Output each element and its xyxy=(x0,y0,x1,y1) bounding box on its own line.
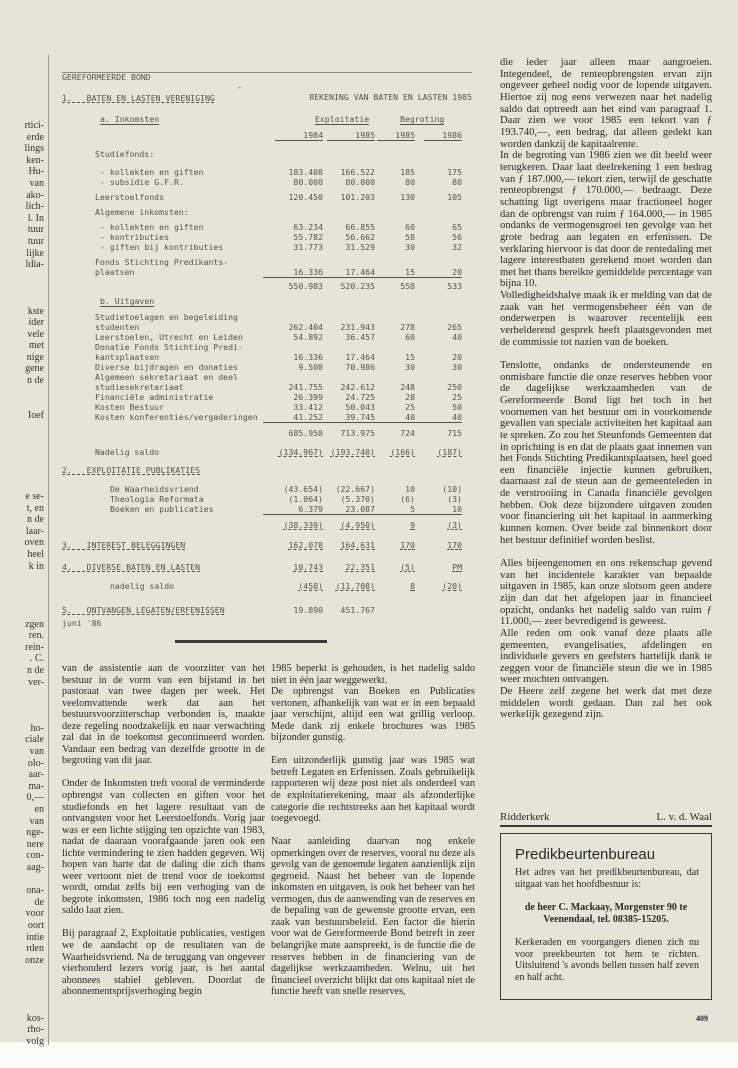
margin-fragment: rein- xyxy=(25,641,44,653)
margin-fragment: zgen xyxy=(25,618,44,630)
margin-fragment: rho- xyxy=(27,1024,44,1036)
row-value: (1.064) xyxy=(288,494,323,504)
row-value: 24.725 xyxy=(345,392,375,402)
row-value: 60 xyxy=(405,332,415,342)
row-value: 26.399 xyxy=(293,392,323,402)
table-row xyxy=(0,520,480,531)
row-value: PM xyxy=(452,562,462,572)
row-value: 40 xyxy=(402,412,462,423)
row-label: - subsidie G.F.R. xyxy=(100,177,184,187)
row-value: 162.078 xyxy=(288,540,323,550)
row-label: Leerstoelen, Utrecht en Leiden xyxy=(95,332,243,342)
row-value: 80.000 xyxy=(345,177,375,187)
year-header: 1984 xyxy=(275,130,323,141)
row-value: 80 xyxy=(452,177,462,187)
header-dash: - xyxy=(237,82,242,92)
row-value: (3) xyxy=(447,494,462,504)
row-value: 30 xyxy=(405,362,415,372)
margin-fragment: ho- xyxy=(30,722,44,734)
row-value: 30 xyxy=(405,242,415,252)
row-label: nadelig saldo xyxy=(110,581,175,591)
table-row xyxy=(0,207,480,218)
row-value: 231.943 xyxy=(340,322,375,332)
table-row xyxy=(0,465,480,476)
paragraph: In de begroting van 1986 zien we dit beeld weer terugkeren. Daar laat deelrekening 1 een bedrag van ƒ 187.000,— tekort zien, terwijl de geschatte renteopbrengst ƒ 170.000,— bedraagt. Deze schatting ligt overigens maar fractioneel hoger dan de opbrengst van ruim ƒ 164.000,— in 1985 ondanks de vermogensgroei ten gevolge van het grote bedrag aan legaten en erfenissen. De verklaring hiervoor is dat door de rentedaling met lagere interestbaten gerekend moet worden dan met het thans bereikte gemiddelde percentage van bijna 10. xyxy=(500,150,712,290)
row-value: 60 xyxy=(405,222,415,232)
margin-fragment: met xyxy=(29,340,44,352)
paragraph: Alle reden om ook vanaf deze plaats alle gemeenten, evangelisaties, afdelingen en individuele gevers en geefsters hartelijk dank te zeggen voor de financiële steun die we in 1985 weer mochten ontvangen. xyxy=(500,627,712,686)
year-header: 1985 xyxy=(377,130,415,141)
year-headers xyxy=(0,130,480,142)
row-value: 164.631 xyxy=(340,540,375,550)
margin-fragment: n de xyxy=(27,514,44,526)
margin-fragment xyxy=(0,966,44,978)
row-value: 50 xyxy=(452,402,462,412)
margin-fragment: aar- xyxy=(28,769,44,781)
row-value: (166) xyxy=(390,447,415,457)
row-value: 32 xyxy=(452,242,462,252)
row-value: 10 xyxy=(402,504,462,515)
notice-title: Predikbeurtenbureau xyxy=(515,846,656,863)
row-value: 685.950 xyxy=(288,428,323,438)
table-row xyxy=(0,177,480,188)
margin-fragment: Hu- xyxy=(28,166,44,178)
margin-fragment: kos- xyxy=(26,1012,44,1024)
begroting-heading: Begroting xyxy=(400,114,445,124)
margin-fragment: nere xyxy=(26,838,44,850)
row-label: Kosten konferenties/vergaderingen xyxy=(95,412,258,422)
margin-fragment: lings xyxy=(24,143,44,155)
table-row xyxy=(0,242,480,253)
table-row xyxy=(0,540,480,551)
margin-fragment xyxy=(0,990,44,1002)
row-value: 30 xyxy=(452,362,462,372)
row-label: Studietoelagen en begeleiding xyxy=(95,312,238,322)
margin-fragment: nige xyxy=(26,351,44,363)
row-value: 31.529 xyxy=(345,242,375,252)
margin-fragment: gene xyxy=(25,363,44,375)
row-value: 66.855 xyxy=(345,222,375,232)
row-value: 23.087 xyxy=(315,504,375,515)
margin-fragment: olo- xyxy=(27,757,44,769)
margin-fragment: ma- xyxy=(28,780,44,792)
exploitatie-heading: Exploitatie xyxy=(315,114,370,124)
margin-fragment: lijke xyxy=(26,247,44,259)
margin-fragment: con- xyxy=(26,850,44,862)
margin-fragment xyxy=(0,874,44,886)
table-row xyxy=(0,409,480,423)
paragraph: 1985 beperkt is gehouden, is het nadelig saldo niet in één jaar weggewerkt. xyxy=(271,663,475,686)
margin-fragment: tuur xyxy=(27,235,44,247)
row-value: 58 xyxy=(405,232,415,242)
margin-fragment: heel xyxy=(27,548,44,560)
row-value: 170 xyxy=(447,540,462,550)
row-label: Boeken en publicaties xyxy=(110,504,214,514)
row-value: 25 xyxy=(452,392,462,402)
row-value: 278 xyxy=(400,322,415,332)
margin-fragment: oven xyxy=(24,537,44,549)
margin-fragment: aag- xyxy=(26,862,44,873)
margin-fragment: oort xyxy=(27,919,44,931)
row-value: (6) xyxy=(400,494,415,504)
margin-fragment: 0,— xyxy=(26,792,44,804)
year-header: 1986 xyxy=(424,130,462,141)
margin-fragment xyxy=(0,294,44,306)
paragraph: die ieder jaar alleen maar aangroeien. Integendeel, de renteopbrengsten ervan zijn ongeveer geheel nodig voor de lopende uitgaven. Hiertoe zij nog eens verwezen naar het nadelig saldo dat optreedt aan het eind van paragraaf 1. Daar zien we voor 1985 een tekort van ƒ 193.740,—, een bedrag, dat alleen gedekt kan worden dankzij de kapitaalrente. xyxy=(500,57,712,150)
article-column-3 xyxy=(500,57,712,733)
margin-fragment xyxy=(0,1001,44,1013)
row-value: 185 xyxy=(400,167,415,177)
row-value: 175 xyxy=(447,167,462,177)
margin-fragment: ren. xyxy=(28,630,44,642)
row-value: 183.408 xyxy=(288,167,323,177)
row-value: 130 xyxy=(400,192,415,202)
row-value: 6.379 xyxy=(263,504,323,515)
margin-fragment: ldia- xyxy=(25,259,44,271)
table-row xyxy=(0,189,480,203)
row-value: 28 xyxy=(405,392,415,402)
margin-fragment: t, en xyxy=(26,502,44,514)
row-value: 248 xyxy=(400,382,415,392)
row-value: 101.203 xyxy=(340,192,375,202)
row-value: (134.967) xyxy=(278,447,323,457)
row-value: (3) xyxy=(447,520,462,530)
table-row xyxy=(0,281,480,292)
row-value: 451.767 xyxy=(340,605,375,615)
row-value: 15 xyxy=(405,352,415,362)
row-value: (10) xyxy=(442,484,462,494)
margin-fragment: ver- xyxy=(28,676,44,688)
article-column-2 xyxy=(271,663,475,1009)
table-row xyxy=(0,605,480,616)
row-value: 20 xyxy=(452,352,462,362)
row-label: 4. DIVERSE BATEN EN LASTEN xyxy=(62,562,201,572)
row-value: 17.464 xyxy=(345,352,375,362)
margin-fragment xyxy=(0,711,44,723)
row-label: Diverse bijdragen en donaties xyxy=(95,362,238,372)
inkomsten-heading: a. Inkomsten xyxy=(100,114,160,124)
margin-fragment: en xyxy=(34,804,44,816)
table-row xyxy=(0,267,480,278)
row-value: 17.464 xyxy=(315,267,375,278)
table-row xyxy=(0,562,480,573)
row-label: - kollekten en giften xyxy=(100,167,204,177)
table-date: juni '86 xyxy=(62,618,102,628)
paragraph: Volledigheidshalve maak ik er melding van dat de zaak van het vermogensbeheer één van de onderwerpen is waarover recentelijk een verhelderend gesprek heeft plaatsgevonden met de commissie tot nazien van de boeken. xyxy=(500,290,712,348)
margin-fragment: nge- xyxy=(26,827,44,839)
row-value: 533 xyxy=(447,281,462,291)
margin-fragment: van xyxy=(29,746,44,758)
row-value: 31.773 xyxy=(293,242,323,252)
row-value: 558 xyxy=(400,281,415,291)
margin-fragment: voor xyxy=(25,908,44,920)
margin-fragment: ona- xyxy=(26,885,44,897)
row-label: studenten xyxy=(95,322,140,332)
row-label: 2. EXPLOITATIE PUBLIKATIES xyxy=(62,465,201,475)
margin-fragment: van xyxy=(29,177,44,189)
row-label: kantsplaatsen xyxy=(95,352,160,362)
row-value: 40 xyxy=(355,412,415,423)
margin-fragment: intie xyxy=(26,931,44,943)
margin-fragment: ako- xyxy=(26,189,44,201)
margin-fragment xyxy=(0,978,44,990)
margin-fragment: de xyxy=(34,896,44,908)
margin-fragment xyxy=(0,688,44,700)
margin-fragment: rden xyxy=(26,943,44,955)
notice-intro: Het adres van het predikbeurtenbureau, dat uitgaat van het hoofdbestuur is: xyxy=(515,867,699,890)
row-value: (38.339) xyxy=(283,520,323,530)
margin-fragment: vele xyxy=(27,328,44,340)
row-value: 241.755 xyxy=(288,382,323,392)
row-value: 80.000 xyxy=(293,177,323,187)
row-value: 19.890 xyxy=(293,605,323,615)
paragraph: Tenslotte, ondanks de ondersteunende en onmisbare functie die onze reserves hebben voor de dagelijkse werkzaamheden van de Gereformeerde Bond ligt het toch in het voornemen van het bestuur om in voorkomende gevallen van speciale activiteiten het kapitaal aan te spreken. Zo zou het Steunfonds Gemeenten dat in oprichting is en dat de plaats gaat innemen van het Fonds Stichting Predikantsplaatsen, heel goed een financiële injectie kunnen gebruiken, daarnaast zal de steun aan de gemeenteleden in de verstrooiing in Canada financiële gevolgen hebben. Ook deze bijzondere uitgaven zouden voor financiering uit het kapitaal in aanmerking kunnen komen. Over beide zal binnenkort door het bestuur definitief worden beslist. xyxy=(500,359,712,546)
row-label: - kollekten en giften xyxy=(100,222,204,232)
table-row xyxy=(0,447,480,458)
margin-fragment: laar- xyxy=(25,525,44,537)
table-row xyxy=(0,428,480,439)
row-value: 9 xyxy=(410,520,415,530)
row-value: 33.412 xyxy=(293,402,323,412)
row-value: 715 xyxy=(447,428,462,438)
row-label: Leerstoelfonds xyxy=(95,192,165,202)
row-label: De Waarheidsvriend xyxy=(110,484,199,494)
row-value: 262.404 xyxy=(288,322,323,332)
margin-fragment: ciale xyxy=(25,734,44,746)
row-value: (458) xyxy=(298,581,323,591)
row-label: - giften bij kontributies xyxy=(100,242,224,252)
row-value: 713.975 xyxy=(340,428,375,438)
row-label: studiesekretariaat xyxy=(95,382,184,392)
row-value: 25 xyxy=(405,402,415,412)
uitgaven-heading: b. Uitgaven xyxy=(100,296,155,306)
signature-author: L. v. d. Waal xyxy=(656,811,712,823)
row-label: Studiefonds: xyxy=(95,149,155,159)
row-value: 10 xyxy=(405,484,415,494)
row-value: 20 xyxy=(402,267,462,278)
margin-fragment: . C. xyxy=(29,653,44,665)
scan-background-edge xyxy=(0,1042,738,1068)
row-value: (187) xyxy=(437,447,462,457)
row-value: 15 xyxy=(355,267,415,278)
row-label: Nadelig saldo xyxy=(95,447,160,457)
margin-fragment: ken- xyxy=(26,154,44,166)
margin-fragment: tuur xyxy=(27,224,44,236)
header-organization: GEREFORMEERDE BOND xyxy=(62,72,151,82)
row-value: (11.708) xyxy=(335,581,375,591)
row-value: 36.457 xyxy=(345,332,375,342)
row-value: 10.743 xyxy=(293,562,323,572)
notice-address: de heer C. Mackaay, Morgenster 90 te Veenendaal, tel. 08385-15205. xyxy=(524,902,688,925)
table-row xyxy=(0,149,480,160)
row-label: Theologia Reformata xyxy=(110,494,204,504)
row-value: 70.986 xyxy=(345,362,375,372)
paragraph: De Heere zelf zegene het werk dat met deze middelen wordt gedaan. Dan zal het ook werkelijk gezegend zijn. xyxy=(500,686,712,721)
article-column-1 xyxy=(62,663,265,1009)
row-label: Kosten Bestuur xyxy=(95,402,165,412)
row-label: Fonds Stichting Predikants- xyxy=(95,257,229,267)
row-value: 9.500 xyxy=(298,362,323,372)
paragraph: De opbrengst van Boeken en Publicaties vertonen, afhankelijk van wat er in een bepaald jaar verschijnt, altijd een wat grillig verloop. Mede dank zij enkele brochures was 1985 bijzonder gunstig. xyxy=(271,686,475,744)
row-value: 120.450 xyxy=(288,192,323,202)
row-value: (5.370) xyxy=(340,494,375,504)
row-value: 520.235 xyxy=(340,281,375,291)
row-value: 16.336 xyxy=(293,352,323,362)
row-value: 56 xyxy=(452,232,462,242)
signature-line xyxy=(500,811,712,827)
paragraph: Alles bijeengenomen en ons rekenschap gevend van het incidentele karakter van bepaalde uitgaven in 1985, kan onze slotsom geen andere zijn dan dat het afgelopen jaar in financieel opzicht, ondanks het nadelig saldo van ruim ƒ 11.000,— zeer bevredigend is geweest. xyxy=(500,557,712,628)
margin-fragment: erde xyxy=(26,131,44,143)
row-value: (20) xyxy=(442,581,462,591)
row-value: 63.234 xyxy=(293,222,323,232)
row-value: 50.043 xyxy=(345,402,375,412)
row-value: 250 xyxy=(447,382,462,392)
margin-fragment: n de xyxy=(27,664,44,676)
margin-fragment: onze xyxy=(25,954,44,966)
row-value: (22.667) xyxy=(335,484,375,494)
table-row xyxy=(0,581,480,592)
row-value: 40 xyxy=(452,332,462,342)
row-value: (4.950) xyxy=(340,520,375,530)
row-value: (43.654) xyxy=(283,484,323,494)
margin-fragment: n de xyxy=(27,375,44,387)
row-label: Algemeen sekretariaat en deel xyxy=(95,372,238,382)
row-label: - kontributies xyxy=(100,232,170,242)
header-report-title: REKENING VAN BATEN EN LASTEN 1985 xyxy=(309,92,472,102)
row-value: 105 xyxy=(447,192,462,202)
row-value: 65 xyxy=(452,222,462,232)
row-label: 5. ONTVANGEN LEGATEN/ERFENISSEN xyxy=(62,605,225,615)
notice-body: Kerkeraden en voorgangers dienen zich nu voor preekbeurten tot hem te richten. Uitsluitend 's avonds bellen tussen half zeven en half acht. xyxy=(515,937,699,983)
row-value: 724 xyxy=(400,428,415,438)
table-row xyxy=(0,504,480,515)
row-label: Donatie Fonds Stichting Predi- xyxy=(95,342,243,352)
row-value: 54.892 xyxy=(293,332,323,342)
section-rule xyxy=(175,640,327,643)
row-value: 55.782 xyxy=(293,232,323,242)
row-value: 80 xyxy=(405,177,415,187)
margin-fragment: ider xyxy=(28,317,44,329)
row-value: 8 xyxy=(410,581,415,591)
margin-fragment: lich- xyxy=(25,201,44,213)
row-value: (5) xyxy=(400,562,415,572)
row-value: 242.612 xyxy=(340,382,375,392)
margin-fragment: van xyxy=(29,815,44,827)
row-value: 166.522 xyxy=(340,167,375,177)
row-label: Financiële administratie xyxy=(95,392,214,402)
margin-fragment: kste xyxy=(27,305,44,317)
margin-fragment: k in xyxy=(28,560,44,572)
margin-fragment: volg xyxy=(26,1035,44,1047)
paragraph: Onder de Inkomsten treft vooral de verminderde opbrengst van collecten en giften voor het studiefonds en het lagere resultaat van de ontvangsten voor het Leerstoelfonds. Vorig jaar was er een lichte stijging ten opzichte van 1983, nadat de daaraan voorafgaande jaren ook een lichte vermindering te zien hadden gegeven. Wij hopen van harte dat de daling die zich thans weer vertoont niet de trend voor de toekomst wordt, omdat zelfs bij een verhoging van de begrote inkomsten, 1986 toch nog een nadelig saldo laat zien. xyxy=(62,778,265,917)
section-1-heading: 1. BATEN EN LASTEN VERENIGING xyxy=(62,93,215,103)
paragraph: Naar aanleiding daarvan nog enkele opmerkingen over de reserves, vooral nu deze als gevolg van de genoemde legaten aanzienlijk zijn gegroeid. Naast het beheer van de lopende inkomsten en uitgaven, is ook het beheer van het vermogen, dus de aanwending van de reserves en de bepaling van de gewenste grootte ervan, een zaak van bestuursbeleid. Een factor die hierin voor wat de Gereformeerde Bond betreft in zeer belangrijke mate aanspreekt, is de functie die de reserves hebben in de financiering van de dagelijkse werkzaamheden. Welnu, uit het financieel overzicht blijkt dat ons kapitaal niet de functie heeft van snelle reserves, xyxy=(271,836,475,998)
row-label: plaatsen xyxy=(95,267,135,277)
row-label: Algemene inkomsten: xyxy=(95,207,189,217)
margin-fragment: rtici- xyxy=(24,120,44,131)
row-value: 170 xyxy=(400,540,415,550)
paragraph: Een uitzonderlijk gunstig jaar was 1985 wat betreft Legaten en Erfenissen. Zoals gebruikelijk rapporteren wij deze post niet als onderdeel van de exploitatierekening, maar als afzonderlijke categorie die rechtstreeks aan het kapitaal wordt toegevoegd. xyxy=(271,755,475,825)
margin-fragment xyxy=(0,700,44,712)
margin-fragment: e se- xyxy=(25,491,44,502)
paragraph: Bij paragraaf 2, Exploitatie publicaties, vestigen we de aandacht op de resultaten van de Waarheidsvriend. Na de teruggang van ongeveer vierhonderd lezers vorig jaar, is het aantal abonnees stabiel gebleven. Doordat de abonnementsprijsverhoging begin xyxy=(62,928,265,998)
page-number: 409 xyxy=(696,1014,708,1023)
signature-place: Ridderkerk xyxy=(500,811,550,823)
row-value: 5 xyxy=(355,504,415,515)
row-value: 16.336 xyxy=(263,267,323,278)
paragraph: van de assistentie aan de voorzitter van het bestuur in de vorm van een bijstand in het pastoraat van twee dagen per week. Het veelomvattende werk dat aan het bestuursvoorzitterschap verbonden is, maakte deze regeling noodzakelijk en naar verwachting zal dat in de toekomst gecontinueerd worden. Vandaar een bedrag van dezelfde grootte in de begroting van dit jaar. xyxy=(62,663,265,767)
margin-fragment: Ioef xyxy=(27,409,44,421)
year-header: 1985 xyxy=(327,130,375,141)
row-value: 56.662 xyxy=(345,232,375,242)
notice-box xyxy=(500,833,712,1000)
row-value: 22.351 xyxy=(345,562,375,572)
row-value: 265 xyxy=(447,322,462,332)
row-value: 41.252 xyxy=(263,412,323,423)
row-value: 550.983 xyxy=(288,281,323,291)
margin-fragment: l. In xyxy=(27,212,44,224)
row-label: 3. INTEREST BELEGGINGEN xyxy=(62,540,186,550)
row-value: 39.745 xyxy=(315,412,375,423)
row-value: (193.740) xyxy=(330,447,375,457)
